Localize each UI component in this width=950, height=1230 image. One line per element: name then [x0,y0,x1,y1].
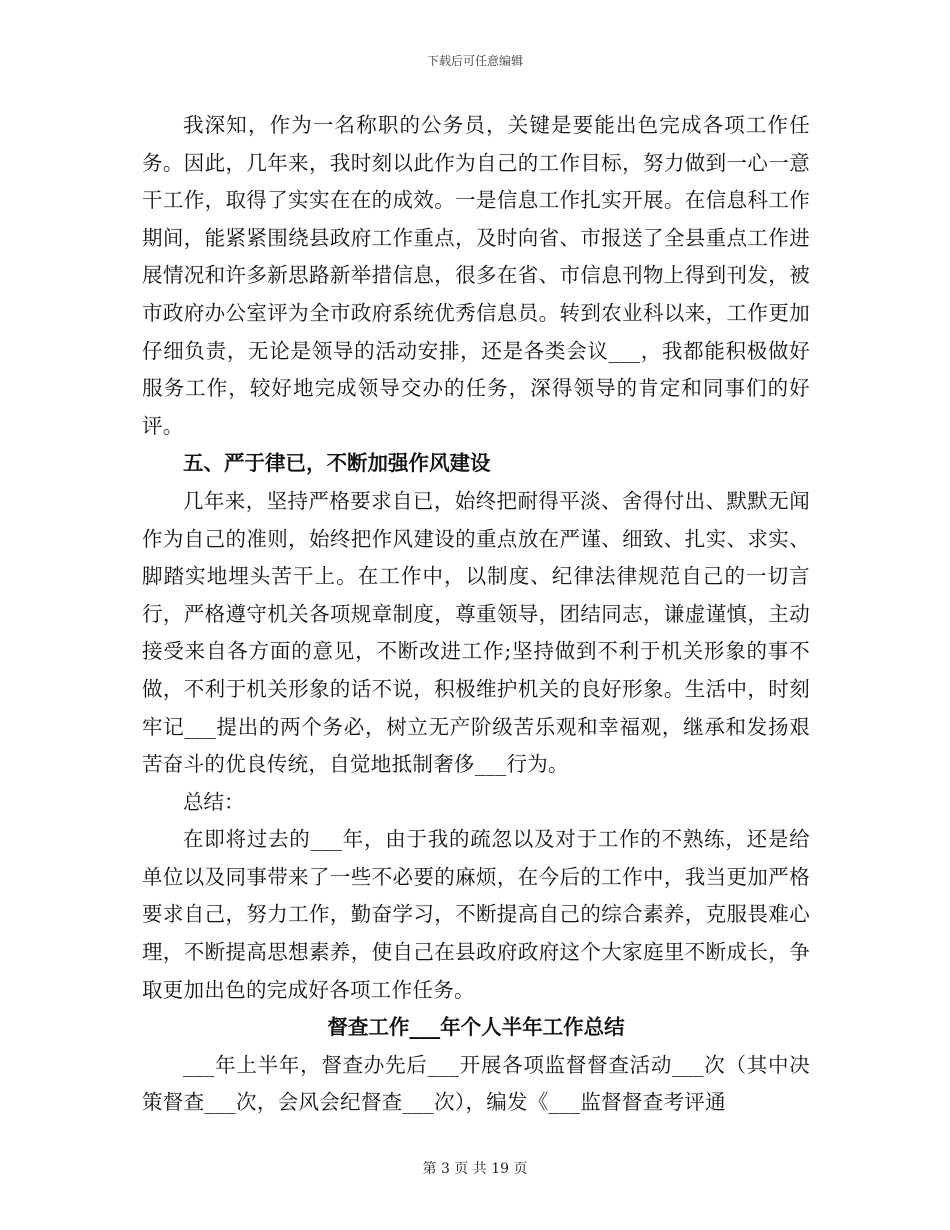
page-header-note: 下载后可任意编辑 [426,54,523,68]
paragraph-summary: 在即将过去的___年，由于我的疏忽以及对于工作的不熟练，还是给单位以及同事带来了一些不必要的麻烦，在今后的工作中，我当更加严格要求自己，努力工作，勤奋学习，不断提高自己的综合素养，克服畏难心理，不断提高思想素养，使自己在县政府政府这个大家庭里不断成长，争取更加出色的完成好各项工作任务。 [142,827,810,1002]
paragraph-work-style: 几年来，坚持严格要求自已，始终把耐得平淡、舍得付出、默默无闻作为自己的准则，始终把作风建设的重点放在严谨、细致、扎实、求实、脚踏实地埋头苦干上。在工作中，以制度、纪律法律规范自己的一切言行，严格遵守机关各项规章制度，尊重领导，团结同志，谦虚谨慎，主动接受来自各方面的意见，不断改进工作;坚持做到不利于机关形象的事不做，不利于机关形象的话不说，积极维护机关的良好形象。生活中，时刻牢记___提出的两个务必，树立无产阶级苦乐观和幸福观，继承和发扬艰苦奋斗的优良传统，自觉地抵制奢侈___行为。 [142,488,810,777]
section-heading-discipline: 五、严于律已，不断加强作风建设 [183,451,491,476]
summary-label: 总结： [183,789,245,814]
paragraph-supervision-intro: ___年上半年，督查办先后___开展各项监督督查活动___次（其中决策督查___次，会风会纪督查___次），编发《___监督督查考评通 [142,1052,810,1115]
paragraph-work-achievements: 我深知，作为一名称职的公务员，关键是要能出色完成各项工作任务。因此，几年来，我时刻以此作为自己的工作目标，努力做到一心一意干工作，取得了实实在在的成效。一是信息工作扎实开展。在信息科工作期间，能紧紧围绕县政府工作重点，及时向省、市报送了全县重点工作进展情况和许多新思路新举措信息，很多在省、市信息刊物上得到刊发，被市政府办公室评为全市政府系统优秀信息员。转到农业科以来，工作更加仔细负责，无论是领导的活动安排，还是各类会议___，我都能积极做好服务工作，较好地完成领导交办的任务，深得领导的肯定和同事们的好评。 [142,113,810,438]
page-number-footer: 第 3 页 共 19 页 [422,1161,528,1177]
document-body [142,107,810,1122]
document-title-supervision: 督查工作___年个人半年工作总结 [327,1015,625,1040]
